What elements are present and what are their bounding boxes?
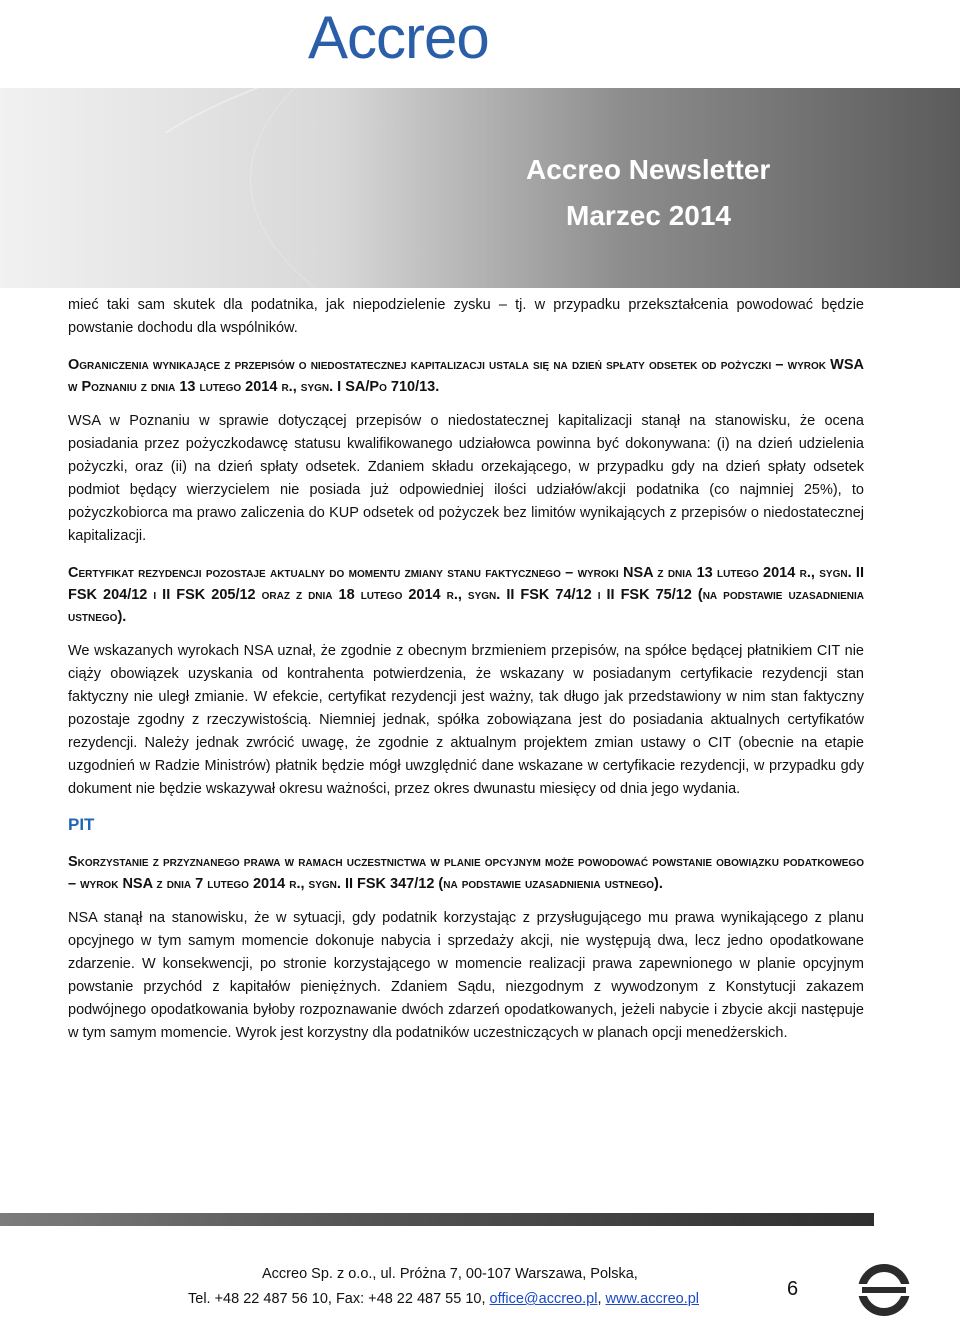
paragraph: mieć taki sam skutek dla podatnika, jak niepodzielenie zysku – tj. w przypadku przekształcenia powodować będzie powstanie dochodu dla wspólników.	[68, 297, 864, 336]
footer-phone-fax: Tel. +48 22 487 56 10, Fax: +48 22 487 55 10,	[188, 1291, 486, 1307]
section-title-pit: PIT	[68, 815, 95, 834]
banner-decoration	[250, 88, 960, 288]
article-content	[68, 294, 864, 1045]
paragraph: WSA w Poznaniu w sprawie dotyczącej przepisów o niedostatecznej kapitalizacji stanął na stanowisku, że ocena posiadania przez pożyczkodawcę statusu kwalifikowanego udziałowca powinna być dokonywana: (i) na dzień udzielenia pożyczki, oraz (ii) na dzień spłaty odsetek. Zdaniem składu orzekającego, w przypadku gdy na dzień spłaty odsetek podmiot będący wierzycielem nie posiada już odpowiedniej ilości udziałów/akcji podatnika (co najmniej 25%), to pożyczkobiorca ma prawo zaliczenia do KUP odsetek od pożyczek bez limitów wynikających z przepisów o niedostatecznej kapitalizacji.	[68, 413, 864, 544]
website-link[interactable]: www.accreo.pl	[605, 1291, 700, 1307]
paragraph: NSA stanął na stanowisku, że w sytuacji, gdy podatnik korzystając z przysługującego mu prawa wynikającego z planu opcyjnego w tym samym momencie dokonuje nabycia i sprzedaży akcji, nie występują dwa, lecz jedno opodatkowane zdarzenie. W konsekwencji, po stronie korzystającego w momencie realizacji prawa zapewnionego w planie opcyjnym powstanie przychód z kapitałów pieniężnych. Zdaniem Sądu, niezgodnym z wywodzonym z Konstytucji zakazem podwójnego opodatkowania byłoby rozpoznawanie dwóch zdarzeń opodatkowanych, jeżeli nabycie i zbycie akcji następuje w tym samym momencie. Wyrok jest korzystny dla podatników uczestniczących w planach opcji menedżerskich.	[68, 910, 864, 1041]
newsletter-date: Marzec 2014	[566, 200, 732, 231]
paragraph: We wskazanych wyrokach NSA uznał, że zgodnie z obecnym brzmieniem przepisów, na spółce będącej płatnikiem CIT nie ciąży obowiązek uzyskania od kontrahenta potwierdzenia, że wskazany w posiadanym certyfikacie rezydencji stan faktyczny nie uległ zmianie. W efekcie, certyfikat rezydencji jest ważny, tak długo jak przedstawiony w nim stan faktyczny pozostaje zgodny z rzeczywistością. Niemniej jednak, spółka zobowiązana jest do posiadania aktualnych certyfikatów rezydencji. Należy jednak zwrócić uwagę, że zgodnie z aktualnym projektem zmian ustawy o CIT (obecnie na etapie uzgodnień w Radzie Ministrów) płatnik będzie mógł uwzględnić dane wskazane w certyfikacie rezydencji, w przypadku gdy dokument nie będzie wskazywał okresu ważności, przez okres dwunastu miesięcy od dnia jego wydania.	[68, 643, 864, 797]
logo-text: Accreo	[308, 4, 489, 71]
section-heading: Ograniczenia wynikające z przepisów o niedostatecznej kapitalizacji ustala się na dzień spłaty odsetek od pożyczki – wyrok WSA w Poznaniu z dnia 13 lutego 2014 r., sygn. I SA/Po 710/13.	[68, 357, 864, 395]
section-heading: Certyfikat rezydencji pozostaje aktualny do momentu zmiany stanu faktycznego – wyroki NSA z dnia 13 lutego 2014 r., sygn. II FSK 204/12 i II FSK 205/12 oraz z dnia 18 lutego 2014 r., sygn. II FSK 74/12 i II FSK 75/12 (na podstawie uzasadnienia ustnego).	[68, 565, 864, 625]
section-heading: Skorzystanie z przyznanego prawa w ramach uczestnictwa w planie opcyjnym może powodować powstanie obowiązku podatkowego – wyrok NSA z dnia 7 lutego 2014 r., sygn. II FSK 347/12 (na podstawie uzasadnienia ustnego).	[68, 854, 864, 892]
accreo-ring-logo-icon	[856, 1262, 912, 1323]
footer-contact	[188, 1291, 699, 1307]
footer-address: Accreo Sp. z o.o., ul. Próżna 7, 00-107 Warszawa, Polska,	[262, 1266, 638, 1282]
footer-separator: ,	[597, 1291, 602, 1307]
newsletter-banner	[0, 88, 960, 288]
newsletter-title: Accreo Newsletter	[526, 154, 771, 185]
footer-divider-bar	[0, 1213, 874, 1226]
page-number: 6	[787, 1278, 799, 1300]
email-link[interactable]: office@accreo.pl	[489, 1291, 598, 1307]
accreo-logo	[308, 6, 560, 70]
